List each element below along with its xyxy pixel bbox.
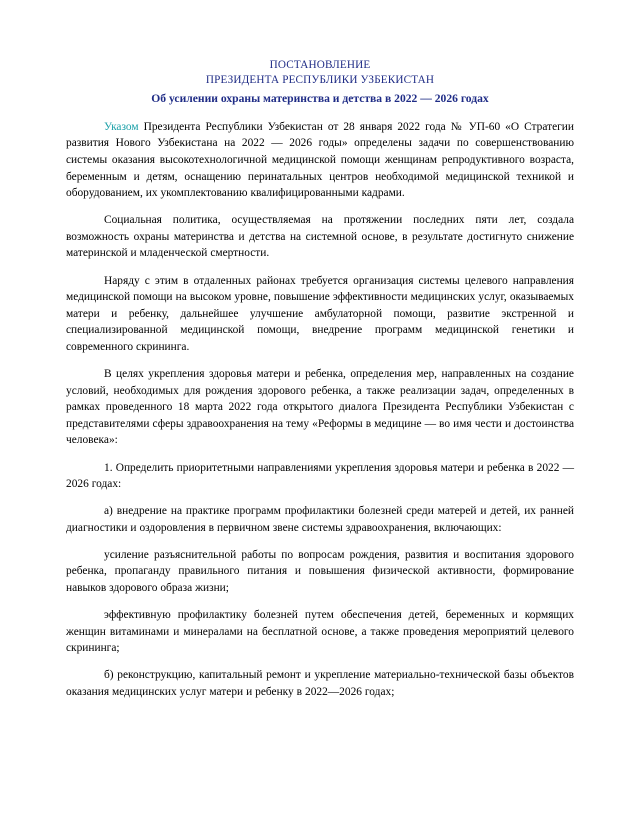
clause-1-a-item-2: эффективную профилактику болезней путем обеспечения детей, беременных и кормящих женщин витаминами и минералами на бесплатной основе, а также проведения мероприятий целевого скрининга; [66, 609, 574, 655]
paragraph-4: В целях укрепления здоровья матери и ребенка, определения мер, направленных на создание условий, необходимых для рождения здорового ребенка, а также реализации задач, определенных в рамках проведенного 18 марта 2022 года открытого диалога Президента Республики Узбекистан с представителями сферы здравоохранения на тему «Реформы в медицине — во имя чести и достоинства человека»: [66, 368, 574, 447]
heading-line-2: ПРЕЗИДЕНТА РЕСПУБЛИКИ УЗБЕКИСТАН [205, 74, 435, 87]
clause-1-a: а) внедрение на практике программ профилактики болезней среди матерей и детей, их ранней диагностики и оздоровления в первичном звене системы здравоохранения, включающих: [66, 505, 574, 534]
clause-1-b: б) реконструкцию, капитальный ремонт и укрепление материально-технической базы объектов оказания медицинских услуг матери и ребенку в 2022—2026 годах; [66, 669, 574, 699]
decree-link[interactable]: Указом [104, 120, 139, 133]
clause-1: 1. Определить приоритетными направлениями укрепления здоровья матери и ребенка в 2022 — 2026 годах: [66, 461, 574, 491]
clause-1-a-item-1: усиление разъяснительной работы по вопросам рождения, развития и воспитания здорового ребенка, пропаганду правильного питания и повышения физической активности, формирование навыков здорового образа жизни; [66, 548, 574, 595]
heading-line-1: ПОСТАНОВЛЕНИЕ [269, 59, 371, 71]
document-heading [66, 58, 574, 107]
heading-subject: Об усилении охраны материнства и детства в 2022 — 2026 годах [151, 91, 489, 105]
document-body [66, 58, 574, 701]
paragraph-3: Наряду с этим в отдаленных районах требуется организация системы целевого направления медицинской помощи на высоком уровне, повышение эффективности медицинских услуг, оказываемых матери и ребенку, дальнейшее улучшение амбулаторной помощи, развитие экстренной и специализированной медицинской помощи, внедрение программ медицинской генетики и современного скрининга. [66, 274, 574, 353]
paragraph-2: Социальная политика, осуществляемая на протяжении последних пяти лет, создала возможность охраны материнства и детства на системной основе, в результате достигнуто снижение материнской и младенческой смертности. [66, 214, 574, 260]
paragraph-1 [66, 119, 574, 202]
paragraph-1-text: Президента Республики Узбекистан от 28 января 2022 года № УП-60 «О Стратегии развития Нового Узбекистана на 2022 — 2026 годы» определены задачи по совершенствованию системы оказания высокотехнологичной медицинской помощи женщинам репродуктивного возраста, беременным и детям, оснащению перинатальных центров необходимой медицинской техникой и оборудованием, их укомплектованию квалифицированными кадрами. [66, 120, 574, 200]
